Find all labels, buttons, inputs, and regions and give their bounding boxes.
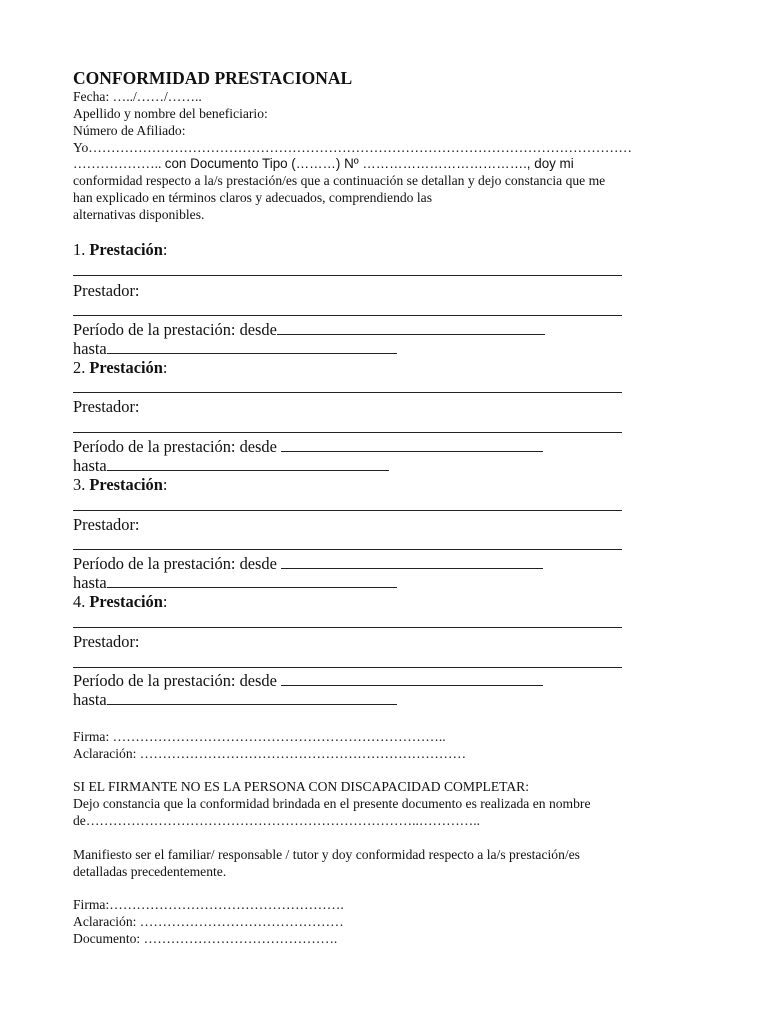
- documento-line-text: con Documento Tipo (………) Nº ………………………………., doy mi: [164, 156, 574, 171]
- periodo-1: [73, 320, 545, 340]
- periodo-4-desde-field[interactable]: [281, 671, 543, 686]
- hasta-2-label: hasta: [73, 456, 107, 475]
- fecha-label: Fecha: …../……/……..: [73, 89, 202, 104]
- periodo-4: [73, 671, 543, 691]
- hasta-4-field[interactable]: [107, 690, 397, 705]
- tercero-line-2[interactable]: de………………………………………………………………..…………..: [73, 813, 481, 828]
- prestador-1-line[interactable]: [73, 315, 622, 316]
- periodo-1-desde-field[interactable]: [277, 320, 545, 335]
- prestador-1-label: Prestador:: [73, 281, 140, 300]
- conformidad-line-2: han explicado en términos claros y adecuados, comprendiendo las: [73, 190, 432, 205]
- prestacion-3-number: 3.: [73, 475, 90, 494]
- firma-label[interactable]: Firma: ………………………………………………………………..: [73, 729, 446, 744]
- prestacion-4-line[interactable]: [73, 627, 622, 628]
- hasta-3-field[interactable]: [107, 573, 397, 588]
- periodo-2: [73, 437, 543, 457]
- manifiesto-line-2: detalladas precedentemente.: [73, 864, 227, 879]
- prestacion-3-heading: [73, 475, 167, 495]
- conformidad-line-3: alternativas disponibles.: [73, 207, 205, 222]
- periodo-2-label: Período de la prestación: desde: [73, 437, 282, 456]
- prestacion-1-number: 1.: [73, 240, 90, 259]
- hasta-1: [73, 339, 397, 359]
- periodo-4-label: Período de la prestación: desde: [73, 671, 282, 690]
- tercero-heading: SI EL FIRMANTE NO ES LA PERSONA CON DISCAPACIDAD COMPLETAR:: [73, 779, 529, 794]
- prestador-3-line[interactable]: [73, 549, 622, 550]
- prestacion-1-heading: [73, 240, 167, 260]
- prestador-2-label: Prestador:: [73, 397, 140, 416]
- conformidad-line-1: conformidad respecto a la/s prestación/es que a continuación se detallan y dejo constancia que me: [73, 173, 606, 188]
- hasta-4: [73, 690, 397, 710]
- periodo-3-label: Período de la prestación: desde: [73, 554, 282, 573]
- hasta-4-label: hasta: [73, 690, 107, 709]
- periodo-1-label: Período de la prestación: desde: [73, 320, 277, 339]
- hasta-1-label: hasta: [73, 339, 107, 358]
- hasta-2-field[interactable]: [107, 456, 389, 471]
- prestacion-1-label: Prestación: [89, 240, 163, 259]
- hasta-2: [73, 456, 389, 476]
- documento-line-dots: ………………..: [73, 156, 165, 171]
- afiliado-label: Número de Afiliado:: [73, 123, 186, 138]
- prestador-3-label: Prestador:: [73, 515, 140, 534]
- document-title: CONFORMIDAD PRESTACIONAL: [73, 68, 353, 88]
- tercero-documento-label[interactable]: Documento: …………………………………….: [73, 931, 338, 946]
- prestacion-1-colon: :: [162, 240, 168, 259]
- aclaracion-label[interactable]: Aclaración: ………………………………………………………………: [73, 746, 467, 761]
- prestacion-2-heading: [73, 358, 167, 378]
- hasta-3-label: hasta: [73, 573, 107, 592]
- prestacion-2-line[interactable]: [73, 392, 622, 393]
- periodo-3: [73, 554, 543, 574]
- documento-line: [73, 156, 574, 173]
- tercero-firma-label[interactable]: Firma:…………………………………………….: [73, 897, 344, 912]
- prestacion-2-label: Prestación: [89, 358, 163, 377]
- tercero-aclaracion-label[interactable]: Aclaración: ………………………………………: [73, 914, 344, 929]
- prestacion-4-label: Prestación: [89, 592, 163, 611]
- prestacion-4-colon: :: [162, 592, 168, 611]
- periodo-3-desde-field[interactable]: [281, 554, 543, 569]
- beneficiario-label: Apellido y nombre del beneficiario:: [73, 106, 268, 121]
- prestacion-4-heading: [73, 592, 167, 612]
- prestacion-3-label: Prestación: [89, 475, 163, 494]
- tercero-line-1: Dejo constancia que la conformidad brindada en el presente documento es realizada en nombre: [73, 796, 591, 811]
- prestacion-2-number: 2.: [73, 358, 90, 377]
- prestador-4-label: Prestador:: [73, 632, 140, 651]
- prestador-4-line[interactable]: [73, 667, 622, 668]
- prestacion-3-line[interactable]: [73, 510, 622, 511]
- yo-line: Yo…………………………………………………………………………………………………………: [73, 140, 633, 155]
- prestacion-1-line[interactable]: [73, 275, 622, 276]
- manifiesto-line-1: Manifiesto ser el familiar/ responsable / tutor y doy conformidad respecto a la/s prestación/es: [73, 847, 580, 862]
- prestacion-4-number: 4.: [73, 592, 90, 611]
- prestacion-2-colon: :: [162, 358, 168, 377]
- periodo-2-desde-field[interactable]: [281, 437, 543, 452]
- hasta-1-field[interactable]: [107, 339, 397, 354]
- hasta-3: [73, 573, 397, 593]
- prestacion-3-colon: :: [162, 475, 168, 494]
- prestador-2-line[interactable]: [73, 432, 622, 433]
